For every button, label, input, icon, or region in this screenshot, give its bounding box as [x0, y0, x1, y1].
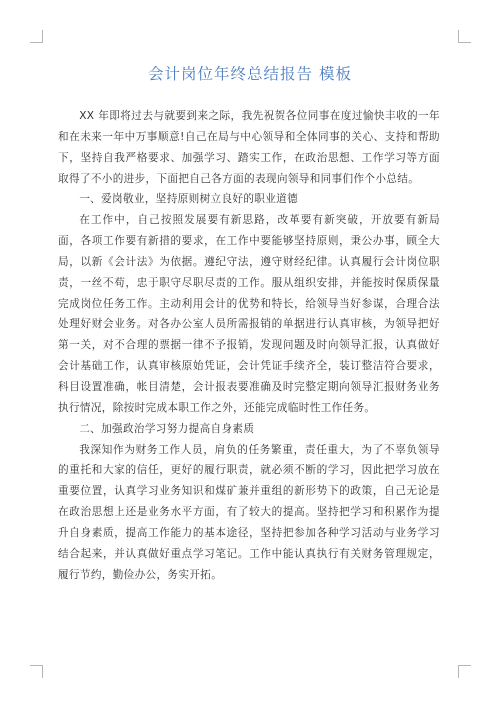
section-2-paragraph: 我深知作为财务工作人员，肩负的任务繁重，责任重大，为了不辜负领导的重托和大家的信任，更好的履行职责，就必须不断的学习，因此把学习放在重要位置，认真学习业务知识和煤矿兼并重组的新形势下的政策，自己无论是在政治思想上还是业务水平方面，有了较大的提高。坚持把学习和积累作为提升自身素质，提高工作能力的基本途径，坚持把参加各种学习活动与业务学习结合起来，并认真做好重点学习笔记。工作中能认真执行有关财务管理规定，履行节约，勤俭办公，务实开拓。 [58, 443, 440, 581]
intro-paragraph: XX 年即将过去与就要到来之际，我先祝贺各位同事在度过愉快丰收的一年和在未来一年中万事顺意!自己在局与中心领导和全体同事的关心、支持和帮助下，坚持自我严格要求、加强学习、踏实工作，在政治思想、工作学习等方面取得了不小的进步，下面把自己各方面的表现向领导和同事们作个小总结。 [58, 110, 440, 185]
document-body [58, 106, 440, 585]
crop-mark-bottom-right [458, 665, 471, 678]
crop-mark-top-right [458, 30, 471, 43]
document-title: 会计岗位年终总结报告 模板 [148, 65, 352, 83]
crop-mark-top-left [30, 30, 43, 43]
crop-mark-bottom-left [30, 665, 43, 678]
section-2-heading: 二、加强政治学习努力提高自身素质 [79, 422, 255, 435]
section-1-paragraph: 在工作中，自己按照发展要有新思路，改革要有新突破，开放要有新局面，各项工作要有新措的要求，在工作中要能够坚持原则，秉公办事，顾全大局，以新《会计法》为依据。遵纪守法，遵守财经纪律。认真履行会计岗位职责，一丝不苟，忠于职守尽职尽责的工作。服从组织安排，并能按时保质保量完成岗位任务工作。主动利用会计的优势和特长，给领导当好参谋，合理合法处理好财会业务。对各办公室人员所需报销的单据进行认真审核，为领导把好第一关，对不合理的票据一律不予报销，发现问题及时向领导汇报，认真做好会计基础工作，认真审核原始凭证，会计凭证手续齐全，装订整洁符合要求，科目设置准确，帐目清楚，会计报表要准确及时完整定期向领导汇报财务业务执行情况，除按时完成本职工作之外，还能完成临时性工作任务。 [58, 214, 440, 414]
section-1-heading: 一、爱岗敬业，坚持原则树立良好的职业道德 [79, 193, 299, 206]
